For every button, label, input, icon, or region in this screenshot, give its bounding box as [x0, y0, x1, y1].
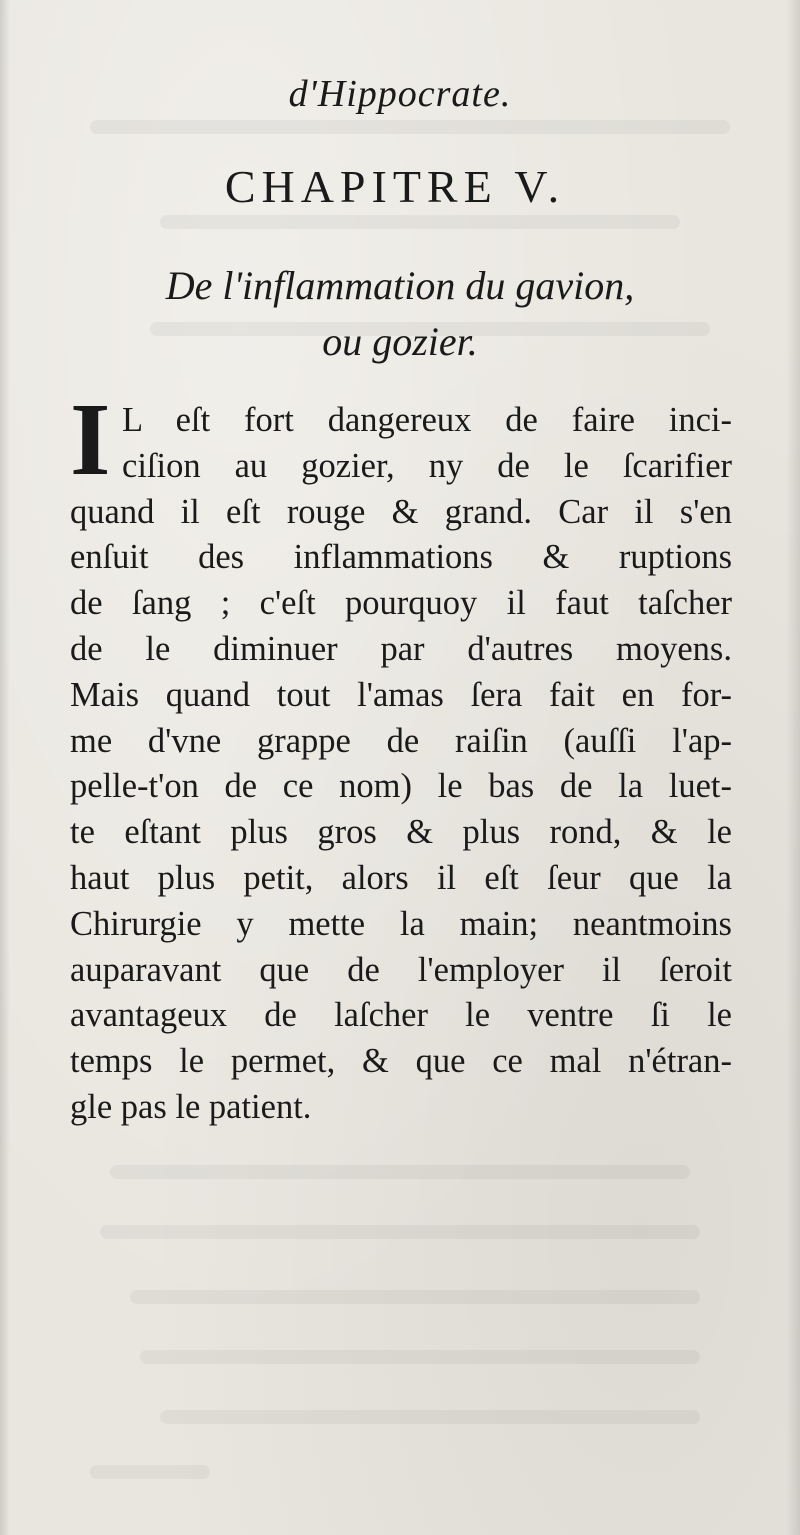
- running-head: d'Hippocrate.: [288, 73, 512, 115]
- text-line: de le diminuer par d'autres moyens.: [70, 629, 732, 668]
- subtitle-line: ou gozier.: [322, 319, 478, 364]
- show-through-mark: [110, 1165, 690, 1179]
- show-through-mark: [90, 120, 730, 134]
- text-line: haut plus petit, alors il eſt ſeur que la: [70, 858, 732, 897]
- text-line: temps le permet, & que ce mal n'étran-: [70, 1042, 732, 1081]
- text-line: gle pas le patient.: [70, 1087, 312, 1126]
- page-edge-shadow-left: [0, 0, 10, 1535]
- subtitle-line: De l'inflammation du gavion,: [165, 263, 635, 308]
- show-through-mark: [160, 1410, 700, 1424]
- page-edge-shadow-right: [786, 0, 800, 1535]
- text-line: ciſion au gozier, ny de le ſcarifier: [122, 446, 732, 485]
- text-line: te eſtant plus gros & plus rond, & le: [70, 813, 732, 852]
- chapter-heading: CHAPITRE V.: [224, 161, 566, 212]
- text-line: auparavant que de l'employer il ſeroit: [70, 950, 732, 989]
- text-line: Chirurgie y mette la main; neantmoins: [70, 904, 732, 943]
- show-through-mark: [90, 1465, 210, 1479]
- show-through-mark: [100, 1225, 700, 1239]
- drop-cap: I: [70, 382, 111, 497]
- show-through-mark: [160, 215, 680, 229]
- body-paragraph: [70, 398, 732, 1131]
- show-through-mark: [140, 1350, 700, 1364]
- text-line: Mais quand tout l'amas ſera fait en for-: [70, 675, 732, 714]
- text-line: pelle-t'on de ce nom) le bas de la luet-: [70, 767, 732, 806]
- text-line: enſuit des inflammations & ruptions: [70, 538, 732, 577]
- text-line: quand il eſt rouge & grand. Car il s'en: [70, 492, 732, 531]
- text-line: de ſang ; c'eſt pourquoy il faut taſcher: [70, 584, 732, 623]
- text-line: avantageux de laſcher le ventre ſi le: [70, 996, 732, 1035]
- chapter-subtitle: [0, 258, 800, 370]
- text-line: me d'vne grappe de raiſin (auſſi l'ap-: [70, 721, 732, 760]
- text-line: L eſt fort dangereux de faire inci-: [122, 401, 732, 439]
- show-through-mark: [130, 1290, 700, 1304]
